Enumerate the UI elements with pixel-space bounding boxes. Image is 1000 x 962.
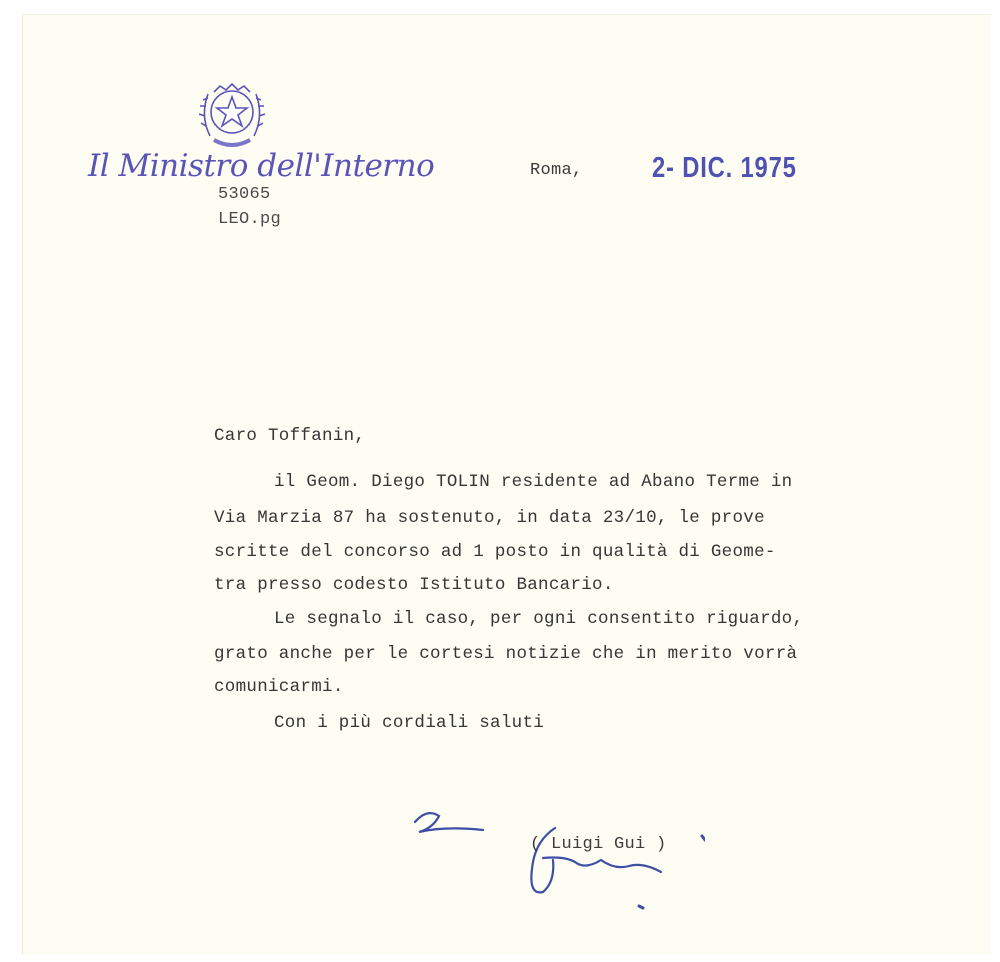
paragraph1-line: tra presso codesto Istituto Bancario.: [214, 575, 614, 595]
paragraph2-line: grato anche per le cortesi notizie che in merito vorrà: [214, 644, 798, 664]
date-stamp: 2- DIC. 1975: [652, 152, 797, 184]
paragraph1-line: il Geom. Diego TOLIN residente ad Abano Terme in: [274, 472, 793, 492]
handwritten-signature: [405, 800, 705, 920]
paragraph2-line: comunicarmi.: [214, 677, 344, 697]
paragraph1-line: scritte del concorso ad 1 posto in qualità di Geome-: [214, 542, 776, 562]
salutation: Caro Toffanin,: [214, 426, 366, 446]
city-label: Roma,: [530, 161, 583, 180]
reference-code: LEO.pg: [218, 210, 282, 229]
typed-signature-name: ( Luigi Gui ): [530, 835, 667, 854]
ministry-letterhead: Il Ministro dell'Interno: [88, 148, 435, 184]
italian-republic-emblem-icon: [196, 76, 268, 152]
paragraph1-line: Via Marzia 87 ha sostenuto, in data 23/10, le prove: [214, 508, 765, 528]
closing-line: Con i più cordiali saluti: [274, 713, 545, 733]
protocol-number: 53065: [218, 185, 271, 204]
paragraph2-line: Le segnalo il caso, per ogni consentito riguardo,: [274, 609, 804, 629]
